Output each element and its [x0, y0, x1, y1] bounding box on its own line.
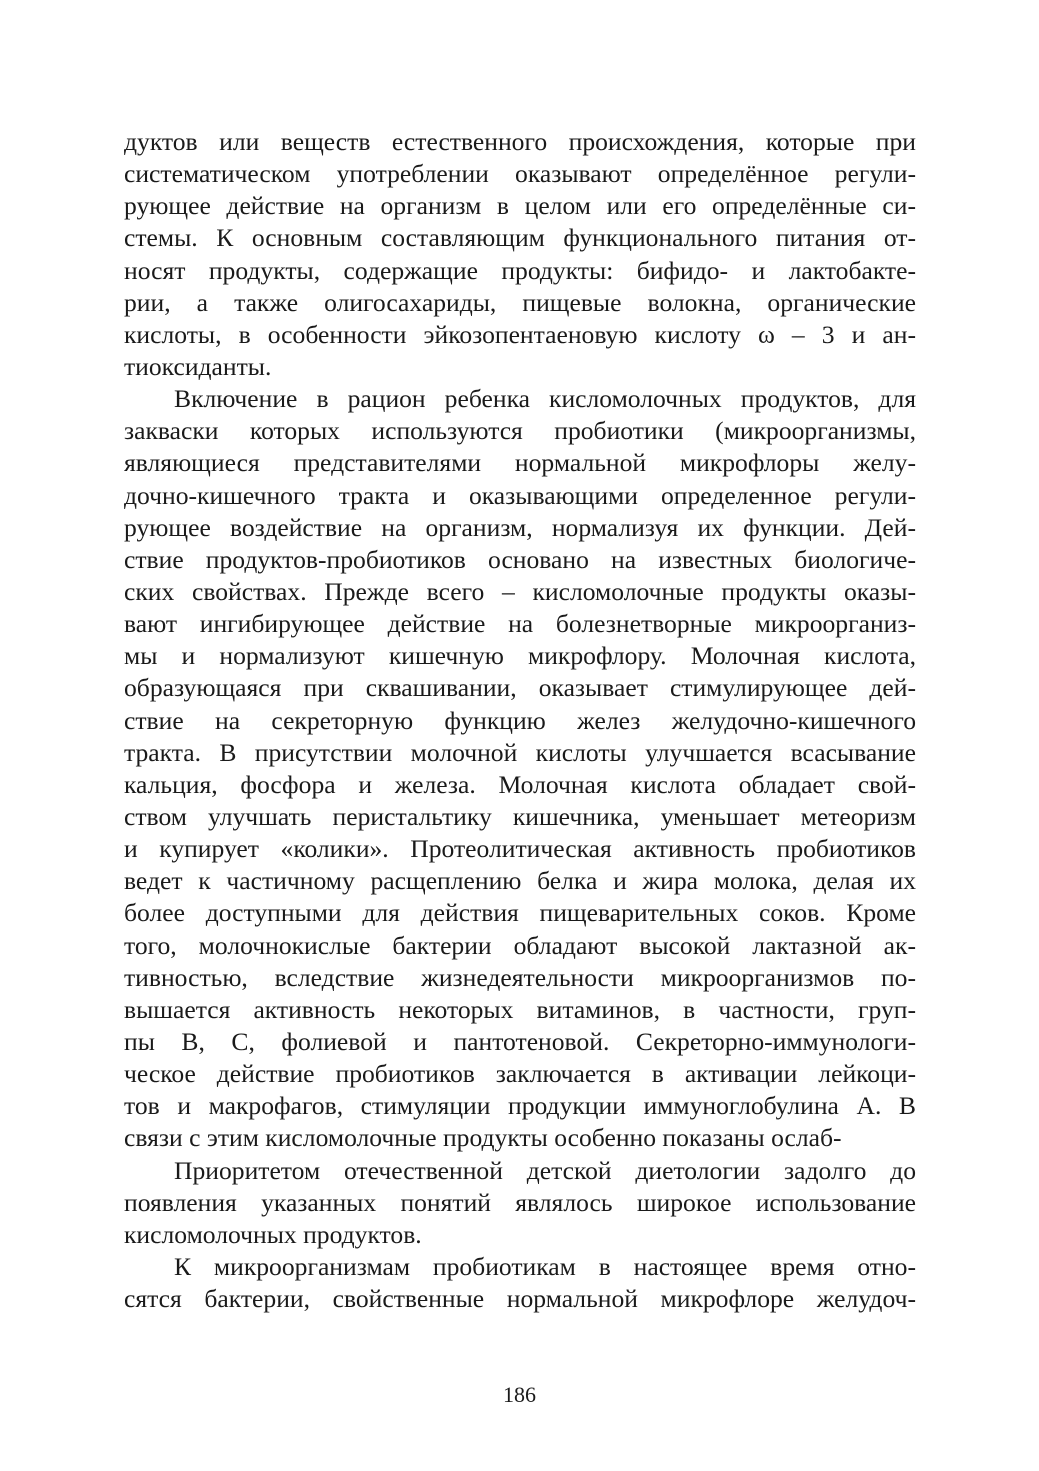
paragraph-4 [124, 1251, 916, 1315]
text-line: К микроорганизмам пробиотикам в настоящее время отно- [174, 1251, 916, 1281]
text-line: тракта. В присутствии молочной кислоты улучшается всасывание [124, 737, 916, 767]
text-line: тиоксиданты. [124, 351, 272, 381]
text-line: рующее действие на организм в целом или его определённые си- [124, 191, 916, 221]
text-line: вают ингибирующее действие на болезнетворные микроорганиз- [124, 609, 916, 639]
text-line: ствие продуктов-пробиотиков основано на известных биологиче- [124, 544, 916, 574]
text-line: дуктов или веществ естественного происхождения, которые при [124, 127, 916, 156]
text-line: кислоты, в особенности эйкозопентаеновую кислоту ω – 3 и ан- [124, 319, 916, 349]
text-line: мы и нормализуют кишечную микрофлору. Молочная кислота, [124, 641, 916, 671]
text-line: ских свойствах. Прежде всего – кисломолочные продукты оказы- [124, 576, 916, 606]
text-line: ведет к частичному расщеплению белка и жира молока, делая их [124, 866, 916, 896]
page-number: 186 [503, 1382, 536, 1407]
paragraph-2 [124, 383, 916, 1154]
text-line: и купирует «колики». Протеолитическая активность пробиотиков [124, 834, 916, 864]
text-line: систематическом употреблении оказывают определённое регули- [124, 159, 916, 189]
text-line: ством улучшать перистальтику кишечника, уменьшает метеоризм [124, 801, 916, 831]
text-line: кальция, фосфора и железа. Молочная кислота обладает свой- [124, 769, 916, 799]
text-line: образующаяся при сквашивании, оказывает стимулирующее дей- [124, 673, 916, 703]
text-line: пы В, С, фолиевой и пантотеновой. Секреторно-иммунологи- [124, 1026, 916, 1056]
text-line: более доступными для действия пищеварительных соков. Кроме [124, 898, 916, 928]
text-line: кисломолочных продуктов. [124, 1219, 422, 1249]
text-line: рии, а также олигосахариды, пищевые волокна, органические [124, 287, 916, 317]
text-line: Включение в рацион ребенка кисломолочных продуктов, для [174, 384, 916, 414]
text-line: сятся бактерии, свойственные нормальной микрофлоре желудоч- [124, 1284, 916, 1314]
text-line: дочно-кишечного тракта и оказывающими определенное регули- [124, 480, 916, 510]
text-line: ствие на секреторную функцию желез желудочно-кишечного [124, 705, 916, 735]
text-line: рующее воздействие на организм, нормализуя их функции. Дей- [124, 512, 916, 542]
text-line: закваски которых используются пробиотики (микроорганизмы, [124, 416, 916, 446]
paragraph-3 [124, 1155, 916, 1251]
page-body [124, 126, 916, 1315]
text-line: тов и макрофагов, стимуляции продукции иммуноглобулина А. В [124, 1091, 916, 1121]
text-line: Приоритетом отечественной детской диетологии задолго до [174, 1155, 916, 1185]
text-line: появления указанных понятий являлось широкое использование [124, 1187, 916, 1217]
text-line: вышается активность некоторых витаминов, в частности, груп- [124, 994, 916, 1024]
text-line: тивностью, вследствие жизнедеятельности микроорганизмов по- [124, 962, 916, 992]
text-line: являющиеся представителями нормальной микрофлоры желу- [124, 448, 916, 478]
text-line: носят продукты, содержащие продукты: бифидо- и лактобакте- [124, 255, 916, 285]
text-line: того, молочнокислые бактерии обладают высокой лактазной ак- [124, 930, 916, 960]
text-line: связи с этим кисломолочные продукты особенно показаны ослаб- [124, 1123, 842, 1153]
paragraph-1 [124, 126, 916, 383]
text-line: ческое действие пробиотиков заключается в активации лейкоци- [124, 1059, 916, 1089]
text-line: стемы. К основным составляющим функционального питания от- [124, 223, 916, 253]
